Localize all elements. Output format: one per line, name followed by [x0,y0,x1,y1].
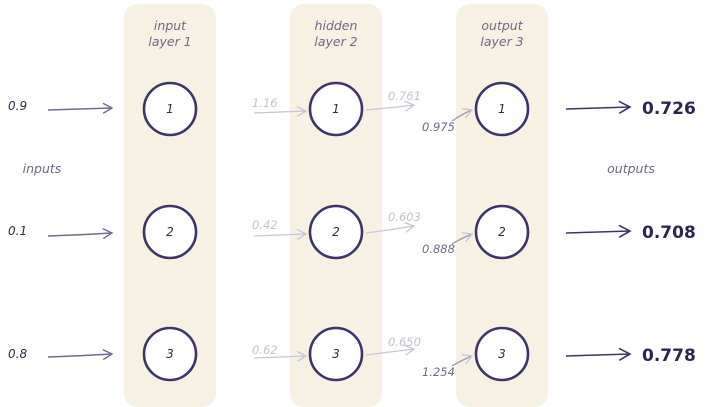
output-arrow-3 [566,354,630,356]
output-value-3: 0.778 [642,346,696,366]
inputs-label: inputs [22,161,62,176]
node-input-1-label: 1 [166,102,174,116]
input-value-2: 0.1 [8,224,28,238]
output-value-1: 0.726 [642,99,696,119]
output-arrow-2 [566,231,630,233]
output-in-value-2: 0.888 [422,242,455,256]
node-input-3-label: 3 [166,347,174,361]
output-in-value-3: 1.254 [422,365,455,379]
node-output-1-label: 1 [498,102,506,116]
input-value-3: 0.8 [8,347,28,361]
hidden-in-value-3: 0.62 [252,343,278,357]
hidden-in-value-1: 1.16 [252,96,278,110]
layer-title-output-line1: output [481,18,523,33]
hidden-out-value-3: 0.650 [388,335,421,349]
node-hidden-3-label: 3 [332,347,340,361]
input-value-1: 0.9 [8,99,28,113]
node-hidden-2-label: 2 [332,225,340,239]
hidden-out-value-1: 0.761 [388,89,421,103]
hidden-in-value-2: 0.42 [252,218,278,232]
layer-title-output-line2: layer 3 [480,34,524,49]
hidden-out-value-2: 0.603 [388,210,421,224]
node-input-2-label: 2 [166,225,174,239]
input-arrow-3 [48,354,112,357]
node-output-3-label: 3 [498,347,506,361]
layer-title-hidden-line2: layer 2 [314,34,358,49]
node-hidden-1-label: 1 [332,102,340,116]
layer-title-input-line2: layer 1 [148,34,192,49]
input-arrow-1 [48,108,112,110]
output-in-value-1: 0.975 [422,120,455,134]
output-arrow-1 [566,107,630,109]
input-arrow-2 [48,233,112,236]
outputs-label: outputs [607,161,655,176]
layer-title-hidden-line1: hidden [314,18,358,33]
output-value-2: 0.708 [642,223,696,243]
node-output-2-label: 2 [498,225,506,239]
layer-title-input-line1: input [153,18,187,33]
